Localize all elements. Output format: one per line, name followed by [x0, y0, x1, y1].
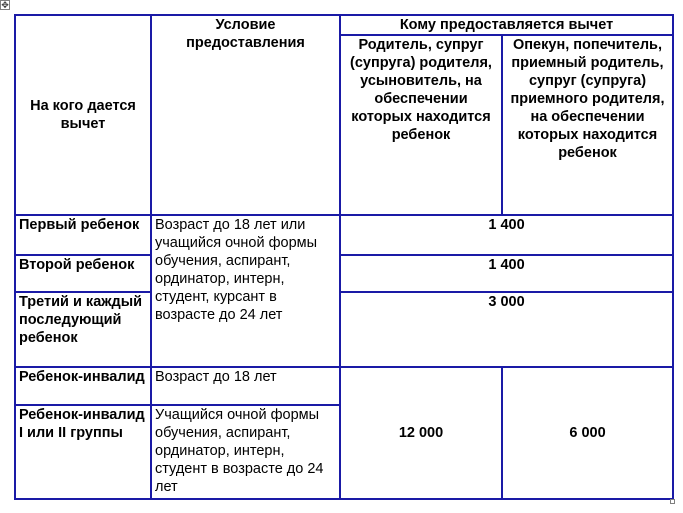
shared-condition: Возраст до 18 лет или учащийся очной формы обучения, аспирант, ординатор, интерн, студент, курсант в возрасте до 24 лет	[151, 215, 340, 367]
move-cross-icon: ✥	[1, 0, 9, 10]
header-condition: Условие предоставления	[151, 15, 340, 215]
row-label-disabled-child: Ребенок-инвалид	[15, 367, 151, 405]
amount-disabled-parent: 12 000	[340, 367, 502, 499]
header-parent: Родитель, супруг (супруга) родителя, усыновитель, на обеспечении которых находится ребенок	[340, 35, 502, 215]
amount-first-child: 1 400	[340, 215, 673, 255]
header-to-whom: Кому предоставляется вычет	[340, 15, 673, 35]
amount-disabled-guardian: 6 000	[502, 367, 673, 499]
amount-second-child: 1 400	[340, 255, 673, 292]
table-resize-handle[interactable]	[670, 499, 675, 504]
condition-disabled-child: Возраст до 18 лет	[151, 367, 340, 405]
table-row	[15, 292, 673, 367]
table-move-handle[interactable]	[0, 0, 10, 10]
deduction-table	[14, 14, 674, 500]
row-label-first-child: Первый ребенок	[15, 215, 151, 255]
header-guardian: Опекун, попечитель, приемный родитель, супруг (супруга) приемного родителя, на обеспечении которых находится ребенок	[502, 35, 673, 215]
row-label-third-child: Третий и каждый последующий ребенок	[15, 292, 151, 367]
row-label-disabled-group: Ребенок-инвалид I или II группы	[15, 405, 151, 499]
table-row	[15, 215, 673, 255]
amount-third-child: 3 000	[340, 292, 673, 367]
row-label-second-child: Второй ребенок	[15, 255, 151, 292]
table-row	[15, 367, 673, 405]
table-row	[15, 255, 673, 292]
condition-disabled-group: Учащийся очной формы обучения, аспирант, ординатор, интерн, студент в возрасте до 24 лет	[151, 405, 340, 499]
header-who: На кого дается вычет	[15, 15, 151, 215]
